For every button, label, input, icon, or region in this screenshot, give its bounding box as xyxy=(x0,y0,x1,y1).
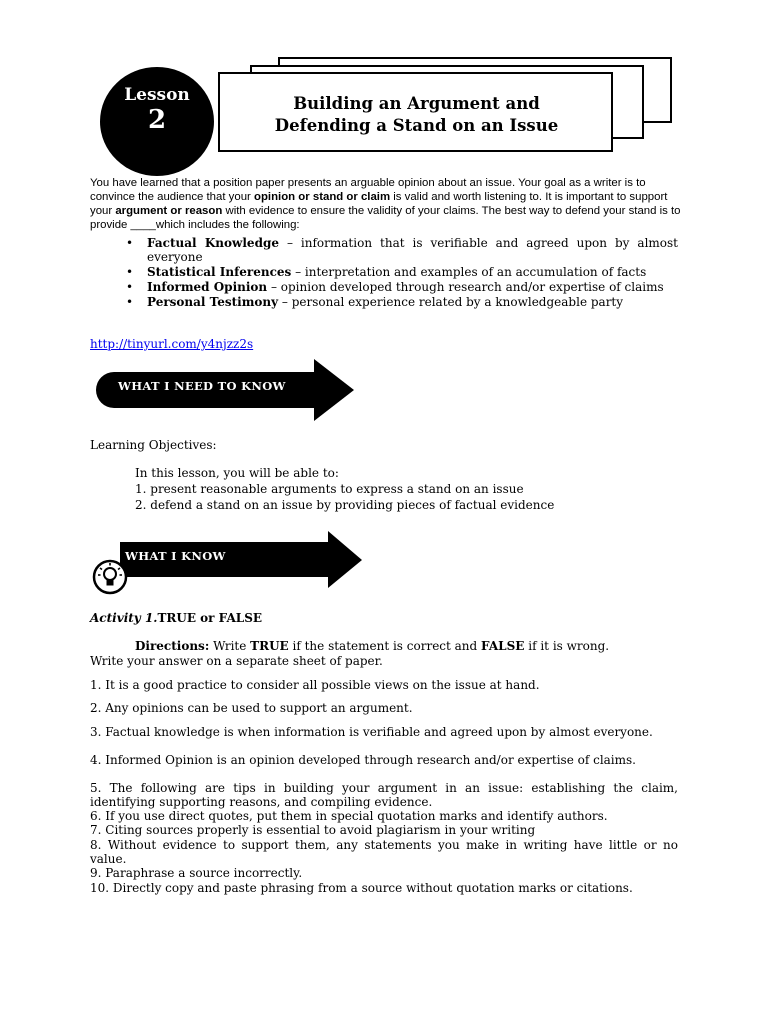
directions-text: Write xyxy=(209,639,251,653)
banner-label: WHAT I KNOW xyxy=(125,549,226,563)
activity-heading xyxy=(90,611,262,625)
intro-text-3: with evidence to ensure the validity of your claims. The best way to defend your stand is to provide ____which includes the following: xyxy=(90,205,681,231)
evidence-types-list xyxy=(126,236,678,309)
bullet-desc: – opinion developed through research and/or expertise of claims xyxy=(267,279,664,294)
lesson-badge xyxy=(100,67,214,176)
learning-objectives xyxy=(135,465,554,513)
directions xyxy=(90,639,678,669)
bullet-icon: • xyxy=(126,294,134,309)
bullet-term: Personal Testimony xyxy=(147,294,279,309)
bullet-term: Factual Knowledge xyxy=(147,236,279,250)
directions-line-1 xyxy=(90,639,678,654)
bullet-icon: • xyxy=(126,265,134,280)
statement-item: 8. Without evidence to support them, any statements you make in writing have little or no value. xyxy=(90,838,678,867)
lesson-title xyxy=(212,73,607,147)
statement-item: 4. Informed Opinion is an opinion developed through research and/or expertise of claims. xyxy=(90,753,636,767)
list-item xyxy=(126,236,678,265)
lightbulb-icon xyxy=(94,561,126,593)
banner-label: WHAT I NEED TO KNOW xyxy=(118,379,286,393)
bullet-term: Informed Opinion xyxy=(147,279,268,294)
bullet-desc: – information that is verifiable and agreed upon by almost everyone xyxy=(147,236,678,265)
directions-line-2: Write your answer on a separate sheet of paper. xyxy=(90,654,383,668)
statement-item: 10. Directly copy and paste phrasing from a source without quotation marks or citations. xyxy=(90,881,633,895)
statement-item: 5. The following are tips in building your argument in an issue: establishing the claim, identifying supporting reasons, and compiling evidence. xyxy=(90,781,678,810)
statement-item: 6. If you use direct quotes, put them in special quotation marks and identify authors. xyxy=(90,809,608,823)
intro-text-1: You have learned that a position paper presents an arguable opinion about an issue. Your goal as a writer is to convince the audience that your xyxy=(90,177,646,203)
source-link[interactable]: http://tinyurl.com/y4njzz2s xyxy=(90,337,254,351)
activity-title: TRUE or FALSE xyxy=(157,611,263,625)
arrow-banner-icon xyxy=(90,530,365,598)
directions-text: if the statement is correct and xyxy=(288,639,482,653)
intro-bold-1: opinion or stand or claim xyxy=(254,191,391,203)
bullet-desc: – interpretation and examples of an accumulation of facts xyxy=(291,265,647,280)
learning-objectives-heading: Learning Objectives: xyxy=(90,438,217,452)
intro-paragraph xyxy=(90,176,686,232)
bullet-icon: • xyxy=(126,279,134,294)
intro-text-2: is valid and worth listening to. It is important to support your xyxy=(90,191,668,217)
lesson-number: 2 xyxy=(147,105,167,135)
statement-item: 2. Any opinions can be used to support an argument. xyxy=(90,701,413,715)
list-item xyxy=(126,295,678,309)
what-i-know-banner xyxy=(90,530,365,598)
true-word: TRUE xyxy=(250,639,289,653)
false-word: FALSE xyxy=(481,639,525,653)
statement-item: 7. Citing sources properly is essential to avoid plagiarism in your writing xyxy=(90,823,536,837)
objective-item: 1. present reasonable arguments to express a stand on an issue xyxy=(135,482,524,496)
activity-label: Activity 1. xyxy=(90,611,158,625)
objectives-intro: In this lesson, you will be able to: xyxy=(135,466,339,480)
list-item xyxy=(126,280,678,294)
what-i-need-to-know-banner xyxy=(96,358,356,422)
directions-label: Directions: xyxy=(135,639,210,653)
bullet-desc: – personal experience related by a knowledgeable party xyxy=(278,294,624,309)
title-line-1: Building an Argument and xyxy=(293,94,540,113)
directions-text: if it is wrong. xyxy=(524,639,610,653)
list-item xyxy=(126,265,678,279)
intro-bold-2: argument or reason xyxy=(115,205,223,217)
statement-item: 3. Factual knowledge is when information is verifiable and agreed upon by almost everyone. xyxy=(90,725,653,739)
bullet-term: Statistical Inferences xyxy=(147,265,292,280)
statement-item: 1. It is a good practice to consider all possible views on the issue at hand. xyxy=(90,678,540,692)
bullet-icon: • xyxy=(126,236,134,250)
lesson-label: Lesson xyxy=(124,85,190,105)
title-line-2: Defending a Stand on an Issue xyxy=(274,116,559,135)
statement-item: 9. Paraphrase a source incorrectly. xyxy=(90,866,303,880)
objective-item: 2. defend a stand on an issue by providing pieces of factual evidence xyxy=(135,498,555,512)
